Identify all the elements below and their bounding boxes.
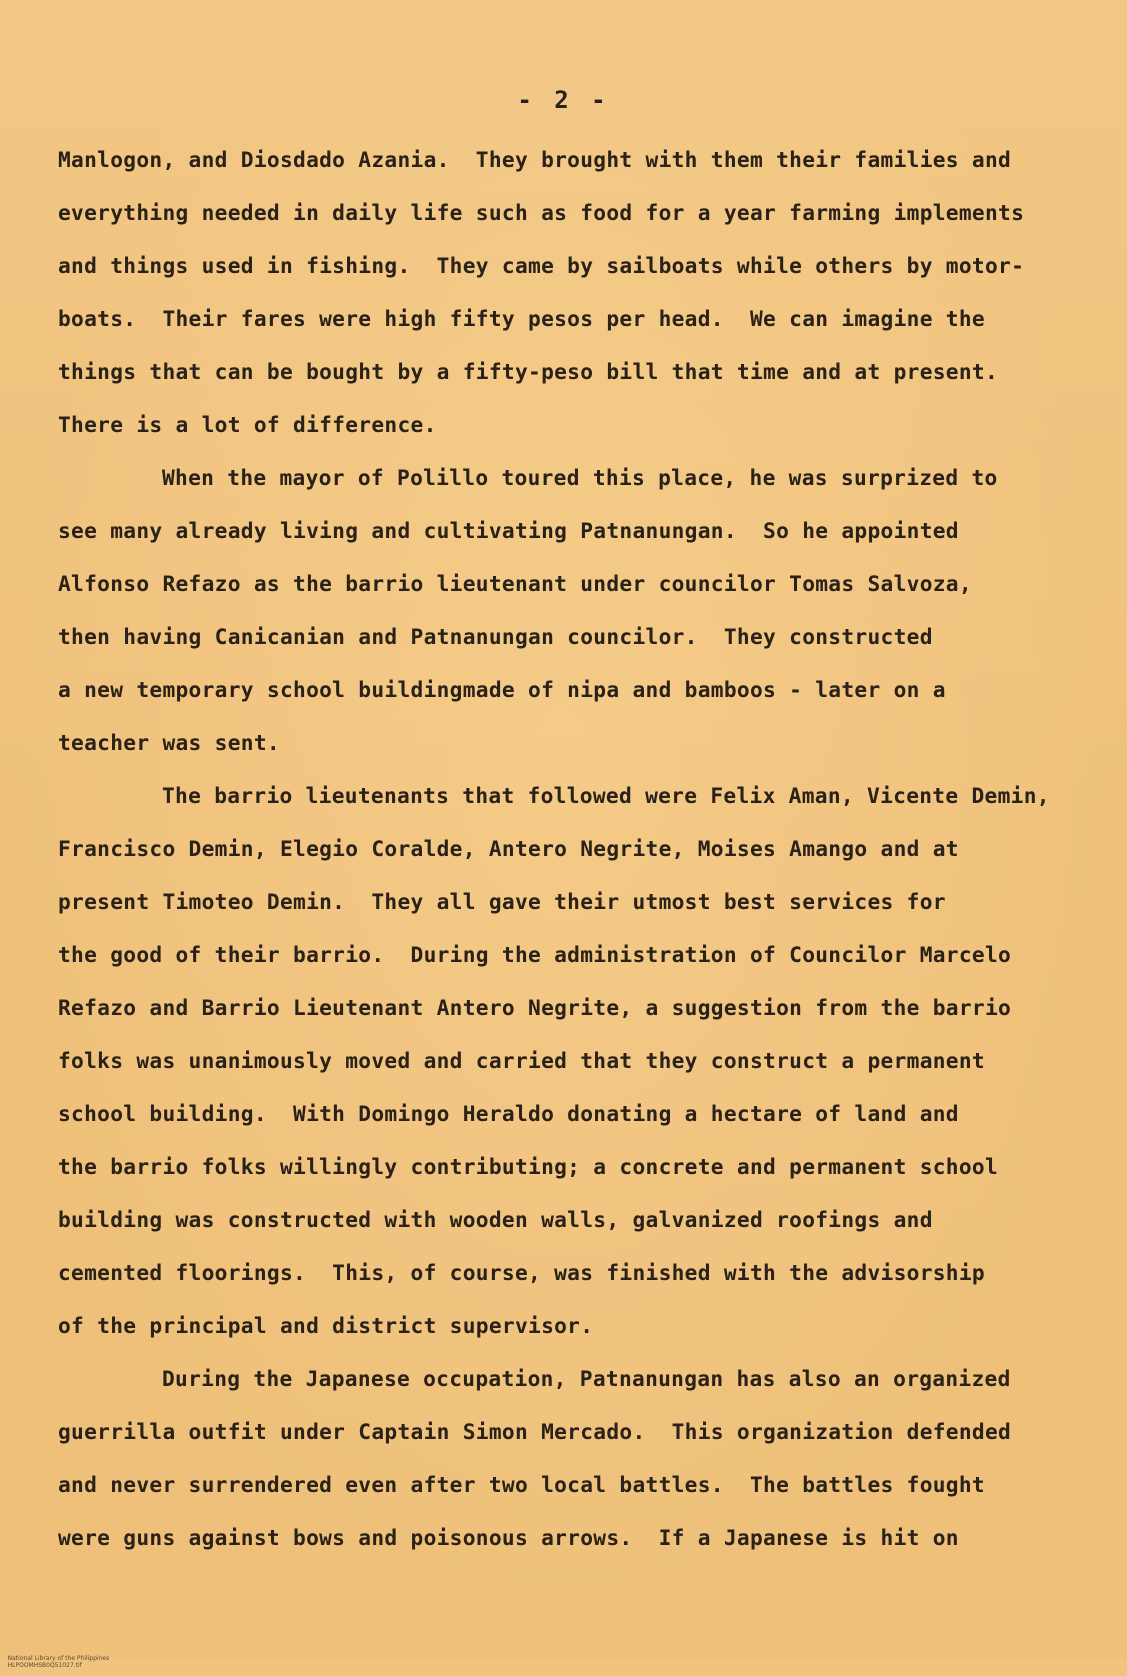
text-line: were guns against bows and poisonous arrows. If a Japanese is hit on — [58, 1525, 959, 1550]
text-line: school building. With Domingo Heraldo donating a hectare of land and — [58, 1101, 959, 1126]
text-line: When the mayor of Polillo toured this place, he was surprized to — [162, 465, 998, 490]
paragraph — [58, 1352, 1108, 1564]
text-line: and things used in fishing. They came by sailboats while others by motor- — [58, 253, 1025, 278]
footer-library: National Library of the Philippines — [7, 1655, 110, 1662]
footer-filename: HLPOOMHSB0Q51027.tif — [7, 1662, 82, 1669]
text-line: the good of their barrio. During the administration of Councilor Marcelo — [58, 942, 1012, 967]
text-line: cemented floorings. This, of course, was finished with the advisorship — [58, 1260, 985, 1285]
text-line: things that can be bought by a fifty-peso bill that time and at present. — [58, 359, 999, 384]
paragraph — [58, 451, 1108, 769]
text-line: building was constructed with wooden walls, galvanized roofings and — [58, 1207, 933, 1232]
text-line: see many already living and cultivating Patnanungan. So he appointed — [58, 518, 959, 543]
text-line: The barrio lieutenants that followed were Felix Aman, Vicente Demin, — [162, 783, 1050, 808]
paragraph — [58, 133, 1108, 451]
text-line: folks was unanimously moved and carried that they construct a permanent — [58, 1048, 985, 1073]
text-line: everything needed in daily life such as food for a year farming implements — [58, 200, 1025, 225]
page-number: - 2 - — [517, 86, 610, 114]
text-line: present Timoteo Demin. They all gave their utmost best services for — [58, 889, 946, 914]
text-line: Francisco Demin, Elegio Coralde, Antero Negrite, Moises Amango and at — [58, 836, 959, 861]
text-line: During the Japanese occupation, Patnanungan has also an organized — [162, 1366, 1011, 1391]
text-line: There is a lot of difference. — [58, 412, 437, 437]
scan-footer — [0, 1648, 1127, 1676]
text-line: Alfonso Refazo as the barrio lieutenant under councilor Tomas Salvoza, — [58, 571, 972, 596]
text-line: teacher was sent. — [58, 730, 280, 755]
text-line: guerrilla outfit under Captain Simon Mercado. This organization defended — [58, 1419, 1012, 1444]
text-line: Refazo and Barrio Lieutenant Antero Negrite, a suggestion from the barrio — [58, 995, 1012, 1020]
text-line: and never surrendered even after two local battles. The battles fought — [58, 1472, 985, 1497]
text-line: Manlogon, and Diosdado Azania. They brought with them their families and — [58, 147, 1012, 172]
text-line: of the principal and district supervisor. — [58, 1313, 594, 1338]
text-line: a new temporary school buildingmade of nipa and bamboos - later on a — [58, 677, 946, 702]
text-line: boats. Their fares were high fifty pesos per head. We can imagine the — [58, 306, 985, 331]
paragraph — [58, 769, 1108, 1352]
text-line: the barrio folks willingly contributing; a concrete and permanent school — [58, 1154, 999, 1179]
body-text — [58, 133, 1108, 1564]
text-line: then having Canicanian and Patnanungan councilor. They constructed — [58, 624, 933, 649]
